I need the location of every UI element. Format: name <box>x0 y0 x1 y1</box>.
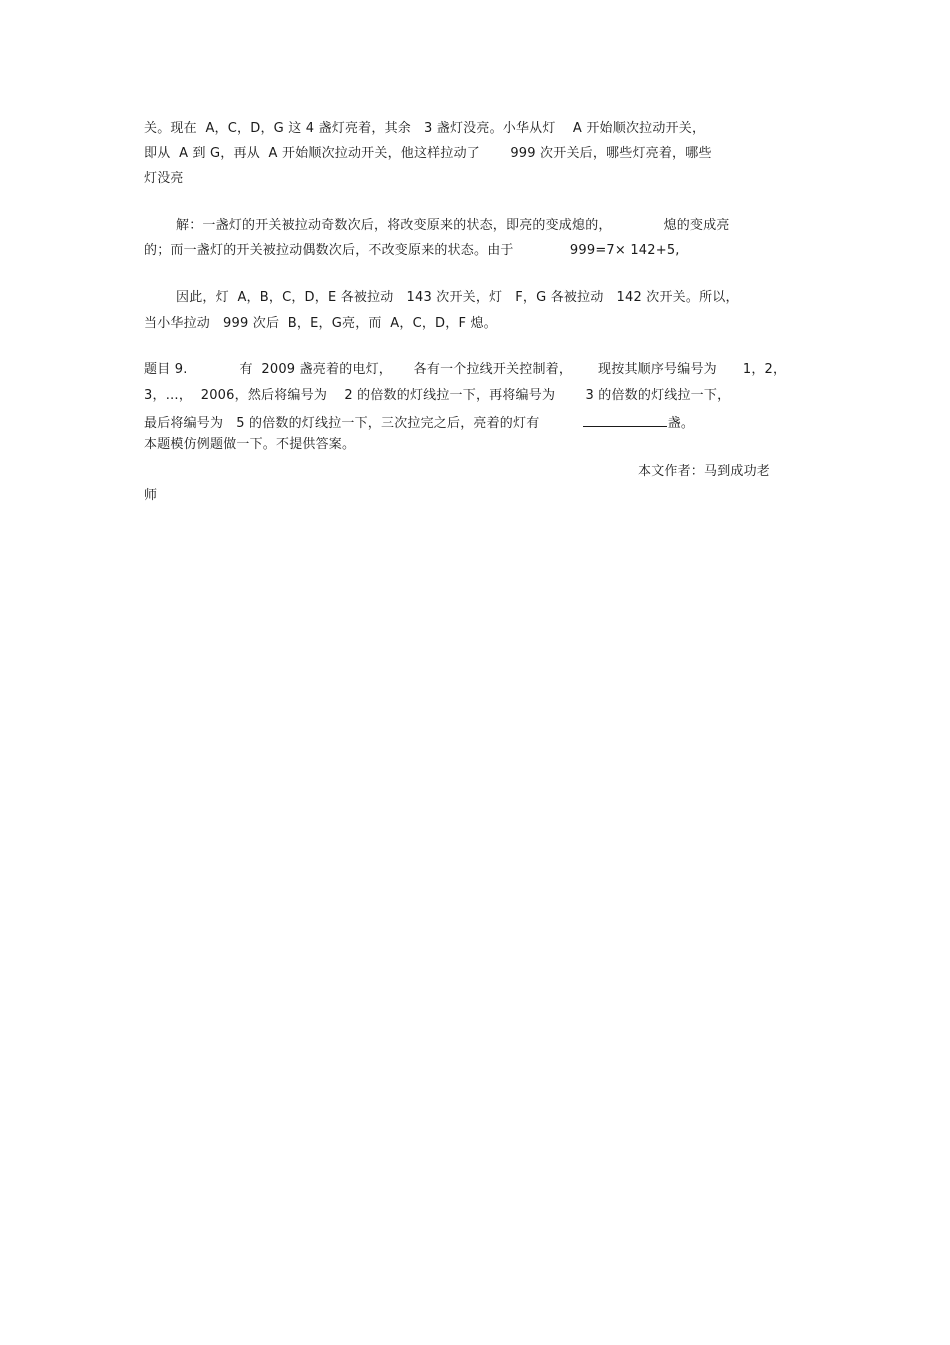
conclusion-line2: 当小华拉动 999 次后 B，E，G亮，而 A，C，D，F 熄。 <box>144 316 497 331</box>
problem9-line3-prefix: 最后将编号为 5 的倍数的灯线拉一下，三次拉完之后，亮着的灯有 <box>144 416 583 431</box>
paragraph1-line1: 关。现在 A，C，D，G 这 4 盏灯亮着，其余 3 盏灯没亮。小华从灯 A 开始顺次拉动开关， <box>144 121 706 136</box>
author-line2: 师 <box>144 488 158 503</box>
paragraph1-line3: 灯没亮 <box>144 171 184 186</box>
problem9-line3-suffix: 盏。 <box>667 416 695 431</box>
problem9-line1: 题目 9. 有 2009 盏亮着的电灯， 各有一个拉线开关控制着， 现按其顺序号编号为 1，2， <box>144 362 787 377</box>
problem9-line2: 3，…， 2006，然后将编号为 2 的倍数的灯线拉一下，再将编号为 3 的倍数的灯线拉一下， <box>144 388 731 403</box>
paragraph1-line2: 即从 A 到 G，再从 A 开始顺次拉动开关，他这样拉动了 999 次开关后，哪些灯亮着，哪些 <box>144 146 712 161</box>
problem9-line3 <box>144 412 694 433</box>
solution-line1: 解：一盏灯的开关被拉动奇数次后，将改变原来的状态，即亮的变成熄的， 熄的变成亮 <box>176 218 730 233</box>
conclusion-line1: 因此，灯 A，B，C，D，E 各被拉动 143 次开关，灯 F，G 各被拉动 142 次开关。所以， <box>176 290 739 305</box>
problem9-line4: 本题模仿例题做一下。不提供答案。 <box>144 437 356 452</box>
answer-blank <box>583 412 667 427</box>
author-line1: 本文作者：马到成功老 <box>638 464 771 479</box>
solution-line2: 的；而一盏灯的开关被拉动偶数次后，不改变原来的状态。由于 999=7× 142+5, <box>144 243 680 258</box>
